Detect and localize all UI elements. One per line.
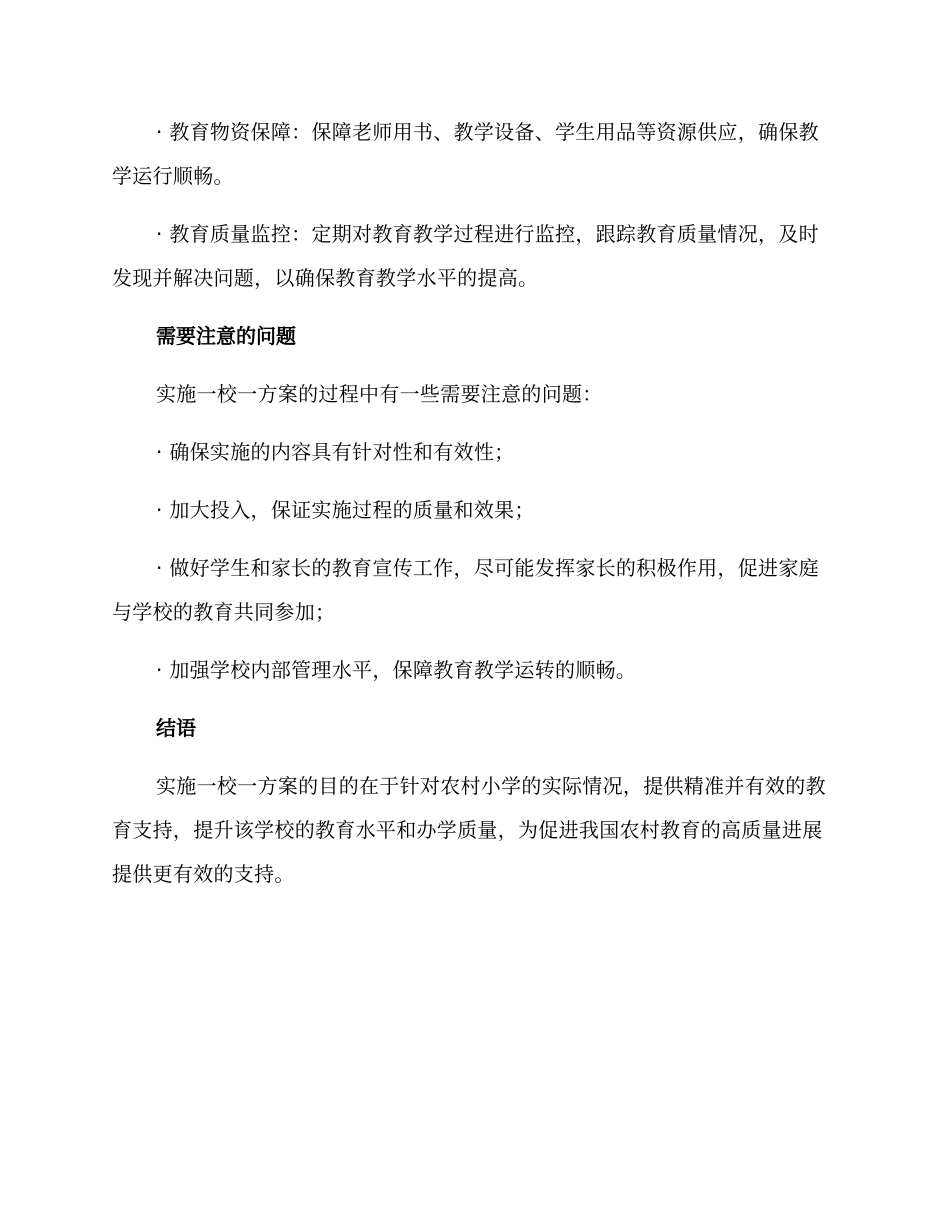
document-page — [112, 110, 830, 910]
heading-issues: 需要注意的问题 — [156, 324, 296, 348]
list-item: · 确保实施的内容具有针对性和有效性； — [156, 440, 515, 464]
list-item: · 加大投入，保证实施过程的质量和效果； — [156, 498, 535, 522]
paragraph-material-support: · 教育物资保障：保障老师用书、教学设备、学生用品等资源供应，确保教学运行顺畅。 — [112, 120, 819, 188]
list-item: · 做好学生和家长的教育宣传工作，尽可能发挥家长的积极作用，促进家庭与学校的教育共同参加； — [112, 556, 819, 624]
paragraph-conclusion: 实施一校一方案的目的在于针对农村小学的实际情况，提供精准并有效的教育支持，提升该学校的教育水平和办学质量，为促进我国农村教育的高质量进展提供更有效的支持。 — [112, 774, 826, 886]
paragraph-quality-monitoring: · 教育质量监控：定期对教育教学过程进行监控，跟踪教育质量情况，及时发现并解决问题，以确保教育教学水平的提高。 — [112, 222, 819, 290]
heading-conclusion: 结语 — [156, 716, 196, 740]
list-item: · 加强学校内部管理水平，保障教育教学运转的顺畅。 — [156, 658, 637, 682]
paragraph-issues-intro: 实施一校一方案的过程中有一些需要注意的问题： — [156, 382, 603, 406]
